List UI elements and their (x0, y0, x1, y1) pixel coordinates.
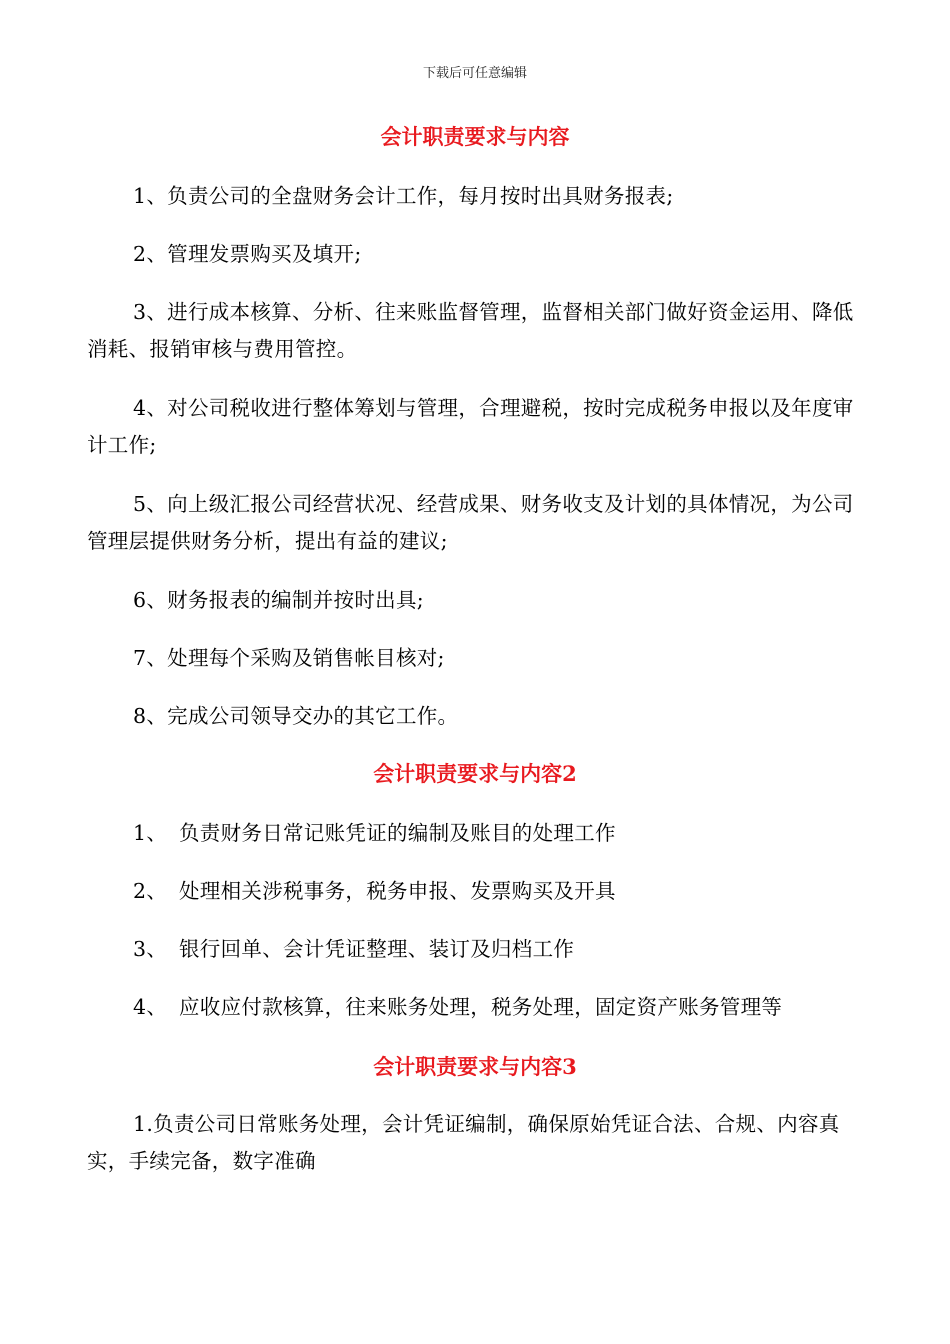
list-item: 6、财务报表的编制并按时出具; (133, 588, 424, 612)
list-item-number: 3、 (133, 937, 168, 961)
list-item-text: 银行回单、会计凭证整理、装订及归档工作 (179, 937, 575, 961)
section-title-3: 会计职责要求与内容3 (373, 1054, 577, 1079)
list-item (133, 876, 616, 906)
list-item: 4、对公司税收进行整体筹划与管理，合理避税，按时完成税务申报以及年度审计工作; (87, 396, 854, 457)
list-item: 1.负责公司日常账务处理，会计凭证编制，确保原始凭证合法、合规、内容真实，手续完备，数字准确 (87, 1112, 840, 1173)
list-item: 7、处理每个采购及销售帐目核对; (133, 646, 445, 670)
list-item: 3、进行成本核算、分析、往来账监督管理，监督相关部门做好资金运用、降低消耗、报销审核与费用管控。 (87, 300, 854, 361)
list-item (133, 818, 616, 848)
header-note: 下载后可任意编辑 (422, 66, 527, 81)
list-item (133, 992, 782, 1022)
list-item-number: 4、 (133, 995, 168, 1019)
section-title-1: 会计职责要求与内容 (380, 124, 570, 149)
list-item: 8、完成公司领导交办的其它工作。 (133, 704, 459, 728)
list-item-number: 2、 (133, 879, 168, 903)
list-item-number: 1、 (133, 821, 168, 845)
section-title-2: 会计职责要求与内容2 (373, 761, 577, 786)
list-item: 1、负责公司的全盘财务会计工作，每月按时出具财务报表; (133, 184, 674, 208)
list-item (133, 934, 574, 964)
list-item-text: 应收应付款核算，往来账务处理，税务处理，固定资产账务管理等 (179, 995, 783, 1019)
list-item-text: 负责财务日常记账凭证的编制及账目的处理工作 (179, 821, 616, 845)
list-item-text: 处理相关涉税事务，税务申报、发票购买及开具 (179, 879, 616, 903)
list-item: 2、管理发票购买及填开; (133, 242, 362, 266)
list-item: 5、向上级汇报公司经营状况、经营成果、财务收支及计划的具体情况，为公司管理层提供财务分析，提出有益的建议; (87, 492, 854, 553)
